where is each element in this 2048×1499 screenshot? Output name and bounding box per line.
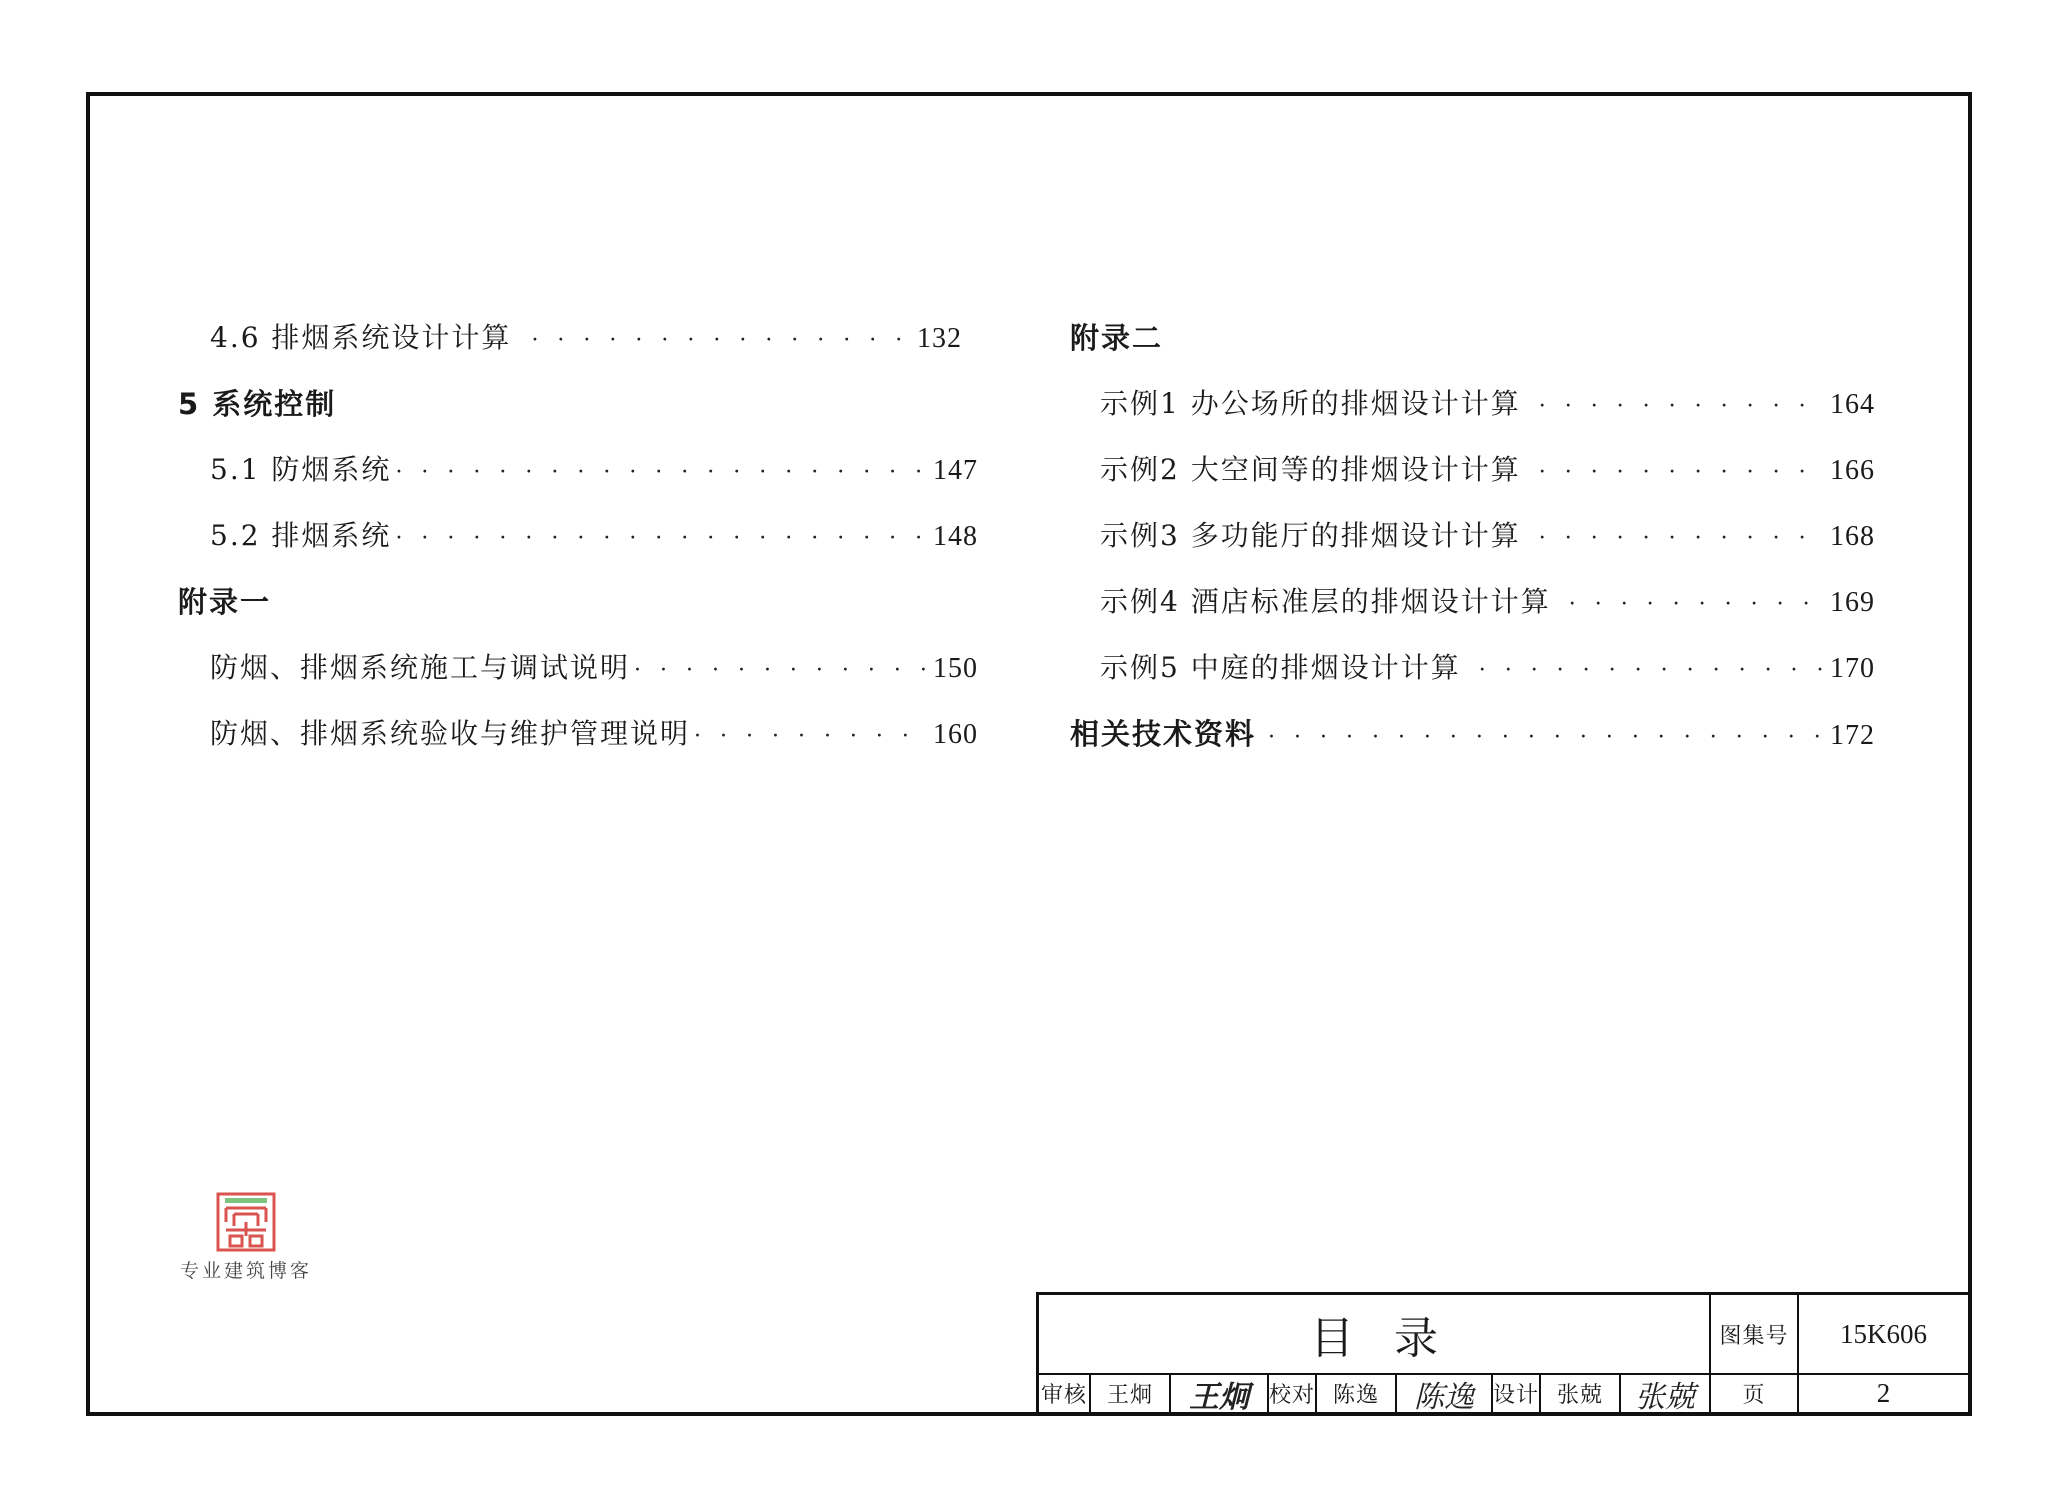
toc-related-materials[interactable] (1070, 712, 1875, 753)
toc-example-3[interactable] (1100, 514, 1875, 554)
reviewer-signature: 王炯 (1189, 1380, 1249, 1414)
toc-page-number: 168 (1830, 521, 1875, 552)
toc-item-label: 防烟、排烟系统验收与维护管理说明 (210, 717, 691, 750)
toc-page-number: 172 (1830, 720, 1875, 751)
toc-item-label: 示例1 办公场所的排烟设计计算 (1100, 387, 1521, 420)
checker-signature: 陈逸 (1414, 1380, 1474, 1414)
toc-item-label: 防烟、排烟系统施工与调试说明 (210, 651, 631, 684)
toc-leader-dots (531, 328, 913, 353)
drawing-title: 目录 (1310, 1313, 1478, 1364)
toc-item-label: 相关技术资料 (1070, 717, 1257, 751)
section-heading-5[interactable]: 5 系统控制 (178, 387, 337, 421)
toc-page-number: 148 (933, 521, 978, 552)
appendix-2-heading[interactable]: 附录二 (1070, 321, 1164, 355)
toc-leader-dots (694, 724, 929, 749)
seal-logo-icon (216, 1192, 276, 1252)
toc-leader-dots (1539, 394, 1826, 419)
toc-leader-dots (1268, 725, 1826, 750)
checker-name: 陈逸 (1332, 1383, 1379, 1408)
toc-item-label: 5.1 防烟系统 (210, 453, 392, 486)
toc-page-number: 164 (1830, 389, 1875, 420)
check-label: 校对 (1269, 1383, 1316, 1408)
toc-page-number: 166 (1830, 455, 1875, 486)
toc-page-number: 150 (933, 653, 978, 684)
toc-page-number: 132 (917, 323, 962, 354)
toc-example-5[interactable] (1100, 646, 1875, 686)
page-number: 2 (1876, 1378, 1891, 1408)
design-label: 设计 (1493, 1383, 1540, 1408)
atlas-number: 15K606 (1840, 1318, 1927, 1349)
toc-item-4-6[interactable] (210, 316, 962, 356)
toc-item-label: 示例2 大空间等的排烟设计计算 (1100, 453, 1521, 486)
toc-item-5-2[interactable] (210, 514, 978, 554)
toc-example-4[interactable] (1100, 580, 1875, 620)
toc-page-number: 169 (1830, 587, 1875, 618)
title-block (1036, 1292, 1968, 1412)
blog-logo (176, 1192, 316, 1283)
toc-item-label: 示例5 中庭的排烟设计计算 (1100, 651, 1461, 684)
toc-leader-dots (395, 460, 929, 485)
toc-leader-dots (634, 658, 929, 683)
toc-leader-dots (1569, 592, 1826, 617)
appendix-1-heading[interactable]: 附录一 (178, 585, 272, 619)
toc-item-label: 示例3 多功能厅的排烟设计计算 (1100, 519, 1521, 552)
toc-appendix-1-b[interactable] (210, 712, 978, 752)
toc-page-number: 147 (933, 455, 978, 486)
designer-signature: 张兢 (1635, 1380, 1695, 1414)
toc-appendix-1-a[interactable] (210, 646, 978, 686)
toc-example-2[interactable] (1100, 448, 1875, 488)
page-label: 页 (1742, 1383, 1766, 1408)
toc-page-number: 170 (1830, 653, 1875, 684)
toc-example-1[interactable] (1100, 382, 1875, 422)
review-label: 审核 (1040, 1383, 1087, 1408)
toc-leader-dots (1539, 526, 1826, 551)
toc-item-label: 4.6 排烟系统设计计算 (210, 321, 512, 354)
toc-item-5-1[interactable] (210, 448, 978, 488)
toc-leader-dots (395, 526, 929, 551)
toc-item-label: 示例4 酒店标准层的排烟设计计算 (1100, 585, 1551, 618)
drawing-frame (86, 92, 1972, 1416)
toc-leader-dots (1539, 460, 1826, 485)
atlas-number-label: 图集号 (1719, 1323, 1789, 1349)
toc-item-label: 5.2 排烟系统 (210, 519, 392, 552)
toc-page-number: 160 (933, 719, 978, 750)
logo-text: 专业建筑博客 (179, 1260, 312, 1282)
designer-name: 张兢 (1556, 1383, 1603, 1408)
toc-leader-dots (1479, 658, 1826, 683)
reviewer-name: 王炯 (1106, 1383, 1153, 1408)
